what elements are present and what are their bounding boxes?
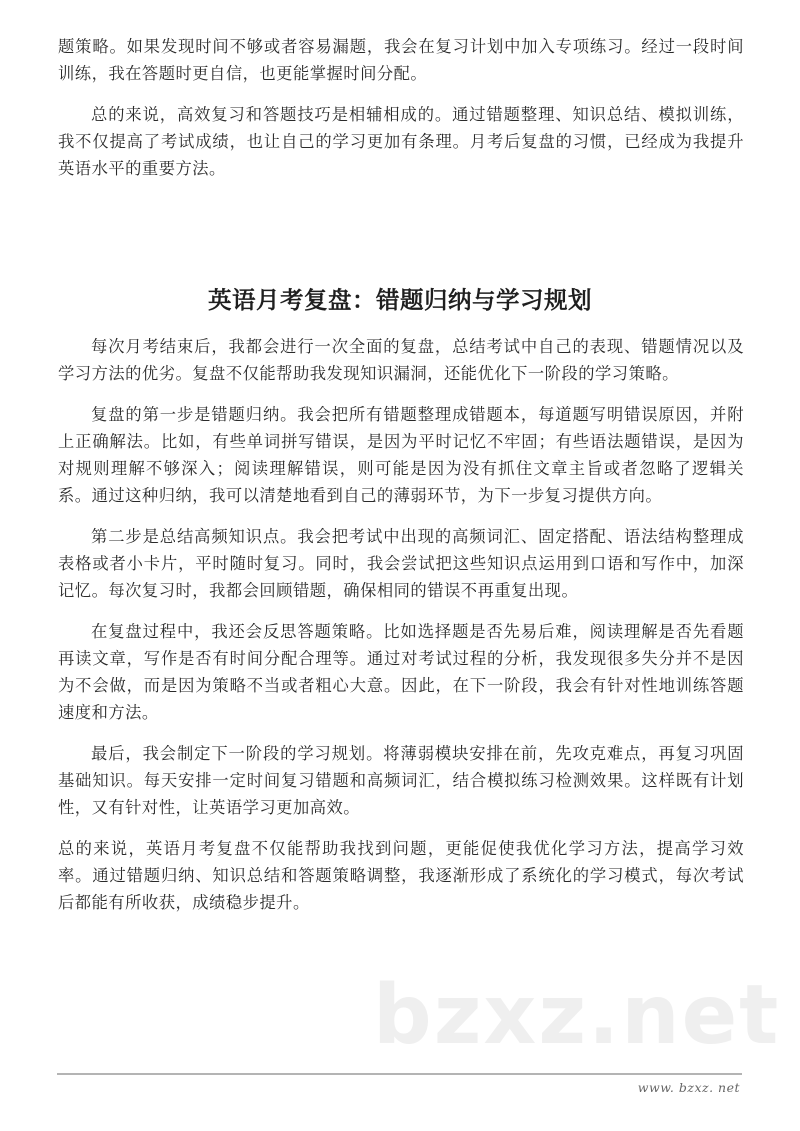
- section-article-body: [58, 333, 744, 916]
- section-previous-article-ending: [58, 33, 744, 182]
- footer-url: www. bzxz. net: [637, 1080, 740, 1095]
- paragraph-conclusion: 总的来说，英语月考复盘不仅能帮助我找到问题，更能促使我优化学习方法，提高学习效率。通过错题归纳、知识总结和答题策略调整，我逐渐形成了系统化的学习模式，每次考试后都能有所收获，成绩稳步提升。: [58, 839, 744, 912]
- paragraph: 最后，我会制定下一阶段的学习规划。将薄弱模块安排在前，先攻克难点，再复习巩固基础知识。每天安排一定时间复习错题和高频词汇，结合模拟练习检测效果。这样既有计划性，又有针对性，让英语学习更加高效。: [58, 744, 744, 817]
- paragraph: 复盘的第一步是错题归纳。我会把所有错题整理成错题本，每道题写明错误原因，并附上正确解法。比如，有些单词拼写错误，是因为平时记忆不牢固；有些语法题错误，是因为对规则理解不够深入；阅读理解错误，则可能是因为没有抓住文章主旨或者忽略了逻辑关系。通过这种归纳，我可以清楚地看到自己的薄弱环节，为下一步复习提供方向。: [58, 405, 744, 505]
- watermark-logo: bzxz.net: [373, 968, 781, 1063]
- paragraph: 总的来说，高效复习和答题技巧是相辅相成的。通过错题整理、知识总结、模拟训练，我不仅提高了考试成绩，也让自己的学习更加有条理。月考后复盘的习惯，已经成为我提升英语水平的重要方法。: [58, 105, 744, 178]
- article-title: 英语月考复盘：错题归纳与学习规划: [208, 286, 592, 314]
- paragraph: 在复盘过程中，我还会反思答题策略。比如选择题是否先易后难，阅读理解是否先看题再读文章，写作是否有时间分配合理等。通过对考试过程的分析，我发现很多失分并不是因为不会做，而是因为策略不当或者粗心大意。因此，在下一阶段，我会有针对性地训练答题速度和方法。: [58, 622, 744, 722]
- paragraph: 第二步是总结高频知识点。我会把考试中出现的高频词汇、固定搭配、语法结构整理成表格或者小卡片，平时随时复习。同时，我会尝试把这些知识点运用到口语和写作中，加深记忆。每次复习时，我都会回顾错题，确保相同的错误不再重复出现。: [58, 527, 744, 600]
- paragraph: 题策略。如果发现时间不够或者容易漏题，我会在复习计划中加入专项练习。经过一段时间训练，我在答题时更自信，也更能掌握时间分配。: [58, 37, 744, 83]
- paragraph: 每次月考结束后，我都会进行一次全面的复盘，总结考试中自己的表现、错题情况以及学习方法的优劣。复盘不仅能帮助我发现知识漏洞，还能优化下一阶段的学习策略。: [58, 337, 744, 383]
- footer-divider: [57, 1073, 742, 1075]
